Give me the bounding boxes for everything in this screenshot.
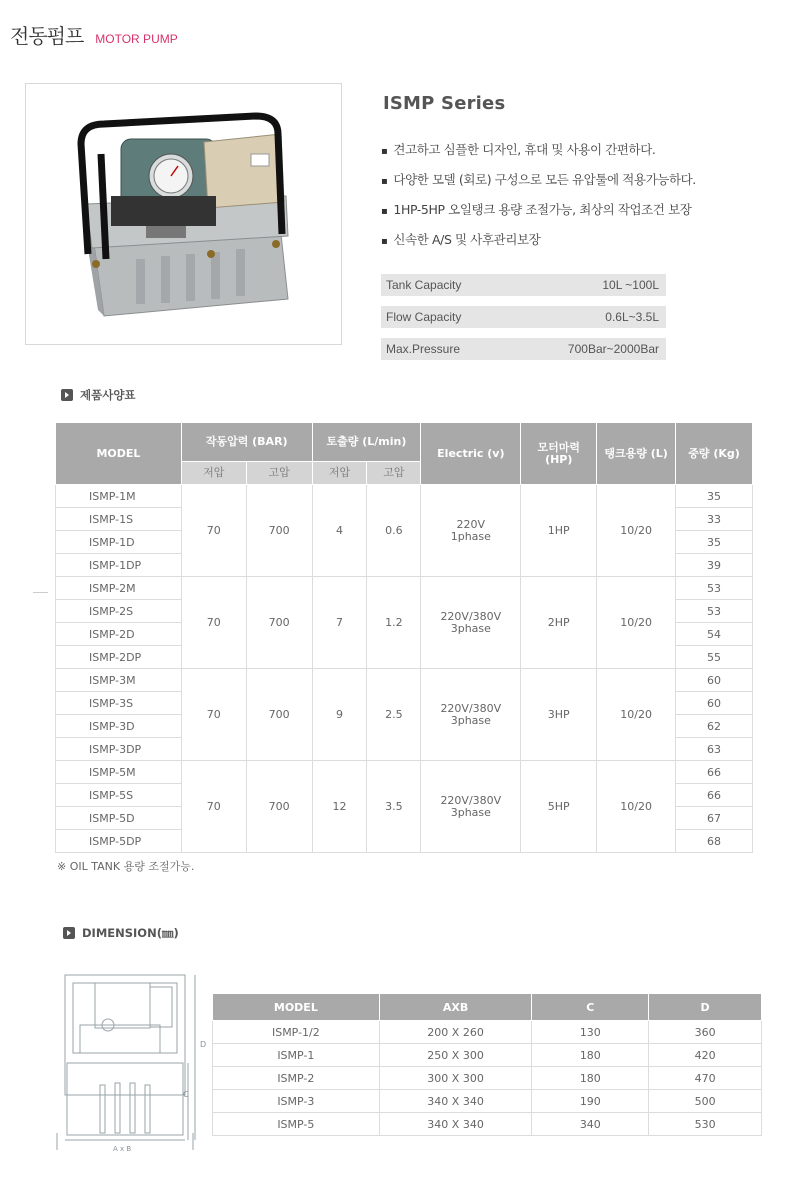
series-title: ISMP Series [383, 93, 506, 114]
header-tank: 탱크용량 (L) [597, 423, 676, 485]
feature-item: ▪ 신속한 A/S 및 사후관리보장 [381, 230, 696, 260]
feature-item: ▪ 1HP-5HP 오일탱크 용량 조절가능, 최상의 작업조건 보장 [381, 200, 696, 230]
table-row [56, 577, 753, 600]
table-row [213, 1113, 762, 1136]
dim-model-cell: ISMP-2 [213, 1067, 380, 1090]
tank-cell: 10/20 [597, 485, 676, 577]
header-weight: 중량 (Kg) [676, 423, 753, 485]
dimension-label-c: C [183, 1090, 189, 1099]
dim-model-cell: ISMP-1 [213, 1044, 380, 1067]
model-cell: ISMP-1D [56, 531, 182, 554]
dimension-drawing [55, 965, 210, 1157]
pressure-low-cell: 70 [181, 485, 246, 577]
dim-c-cell: 340 [532, 1113, 649, 1136]
spec-table [55, 422, 753, 853]
electric-cell [421, 761, 521, 853]
weight-cell: 60 [676, 669, 753, 692]
dim-header-c: C [532, 994, 649, 1021]
spec-label: Max.Pressure [386, 342, 461, 356]
flow-low-cell: 7 [312, 577, 367, 669]
product-photo [25, 83, 342, 345]
motor-hp-cell: 5HP [521, 761, 597, 853]
model-cell: ISMP-5M [56, 761, 182, 784]
electric-voltage: 220V/380V [440, 609, 502, 623]
dim-axb-cell: 250 X 300 [379, 1044, 532, 1067]
page-title-english: MOTOR PUMP [95, 32, 178, 46]
feature-list [381, 140, 696, 260]
arrow-right-icon [61, 389, 73, 401]
electric-voltage: 220V/380V [440, 793, 502, 807]
dim-d-cell: 360 [649, 1021, 762, 1044]
header-pressure: 작동압력 (BAR) [181, 423, 312, 462]
table-row [56, 761, 753, 784]
pressure-high-cell: 700 [246, 669, 312, 761]
spec-value: 700Bar~2000Bar [567, 342, 659, 356]
spec-tank-capacity [381, 274, 666, 296]
weight-cell: 53 [676, 600, 753, 623]
dim-axb-cell: 300 X 300 [379, 1067, 532, 1090]
table-row [213, 1021, 762, 1044]
flow-low-cell: 12 [312, 761, 367, 853]
model-cell: ISMP-2D [56, 623, 182, 646]
flow-low-cell: 4 [312, 485, 367, 577]
model-cell: ISMP-2S [56, 600, 182, 623]
flow-high-cell: 1.2 [367, 577, 421, 669]
model-cell: ISMP-5DP [56, 830, 182, 853]
table-row [213, 1067, 762, 1090]
weight-cell: 35 [676, 485, 753, 508]
electric-cell [421, 669, 521, 761]
arrow-right-icon [63, 927, 75, 939]
weight-cell: 63 [676, 738, 753, 761]
pressure-low-cell: 70 [181, 761, 246, 853]
dim-axb-cell: 340 X 340 [379, 1090, 532, 1113]
tank-cell: 10/20 [597, 761, 676, 853]
dimension-section-heading [63, 925, 179, 941]
table-row [213, 1044, 762, 1067]
header-motor: 모터마력 (HP) [521, 423, 597, 485]
pressure-high-cell: 700 [246, 485, 312, 577]
feature-item: ▪ 견고하고 심플한 디자인, 휴대 및 사용이 간편하다. [381, 140, 696, 170]
weight-cell: 66 [676, 761, 753, 784]
electric-phase: 1phase [450, 530, 491, 544]
dimension-section-title: DIMENSION(㎜) [82, 926, 179, 940]
dim-header-d: D [649, 994, 762, 1021]
weight-cell: 54 [676, 623, 753, 646]
dim-model-cell: ISMP-3 [213, 1090, 380, 1113]
weight-cell: 67 [676, 807, 753, 830]
pump-outline-diagram [55, 965, 210, 1157]
dimension-label-axb: A x B [113, 1145, 132, 1153]
dim-d-cell: 500 [649, 1090, 762, 1113]
page-title-korean: 전동펌프 [10, 24, 84, 48]
spec-max-pressure [381, 338, 666, 360]
spec-summary [381, 274, 666, 370]
weight-cell: 33 [676, 508, 753, 531]
motor-pump-image [26, 84, 342, 345]
dim-d-cell: 530 [649, 1113, 762, 1136]
model-cell: ISMP-3S [56, 692, 182, 715]
flow-low-cell: 9 [312, 669, 367, 761]
electric-voltage: 220V/380V [440, 701, 502, 715]
model-cell: ISMP-1M [56, 485, 182, 508]
pressure-high-cell: 700 [246, 577, 312, 669]
dim-model-cell: ISMP-5 [213, 1113, 380, 1136]
table-row [56, 669, 753, 692]
table-row [56, 485, 753, 508]
divider [33, 592, 48, 593]
spec-value: 10L ~100L [602, 278, 659, 292]
tank-cell: 10/20 [597, 669, 676, 761]
flow-high-cell: 2.5 [367, 669, 421, 761]
model-cell: ISMP-2DP [56, 646, 182, 669]
header-model: MODEL [56, 423, 182, 485]
spec-section-heading [61, 387, 136, 403]
header-pressure-high: 고압 [246, 462, 312, 485]
motor-hp-cell: 3HP [521, 669, 597, 761]
header-flow-high: 고압 [367, 462, 421, 485]
weight-cell: 53 [676, 577, 753, 600]
motor-hp-cell: 2HP [521, 577, 597, 669]
page-title [10, 20, 178, 49]
dim-c-cell: 130 [532, 1021, 649, 1044]
model-cell: ISMP-5D [56, 807, 182, 830]
dim-c-cell: 180 [532, 1067, 649, 1090]
header-flow: 토출량 (L/min) [312, 423, 421, 462]
pressure-low-cell: 70 [181, 577, 246, 669]
dim-model-cell: ISMP-1/2 [213, 1021, 380, 1044]
electric-phase: 3phase [450, 806, 491, 820]
spec-flow-capacity [381, 306, 666, 328]
weight-cell: 60 [676, 692, 753, 715]
model-cell: ISMP-1DP [56, 554, 182, 577]
weight-cell: 55 [676, 646, 753, 669]
model-cell: ISMP-3M [56, 669, 182, 692]
model-cell: ISMP-3D [56, 715, 182, 738]
electric-voltage: 220V [456, 517, 486, 531]
header-pressure-low: 저압 [181, 462, 246, 485]
weight-cell: 68 [676, 830, 753, 853]
spec-value: 0.6L~3.5L [605, 310, 659, 324]
electric-phase: 3phase [450, 622, 491, 636]
pressure-high-cell: 700 [246, 761, 312, 853]
dimension-label-d: D [200, 1040, 207, 1049]
header-flow-low: 저압 [312, 462, 367, 485]
table-row [213, 1090, 762, 1113]
electric-cell [421, 485, 521, 577]
dim-header-axb: AXB [379, 994, 532, 1021]
electric-cell [421, 577, 521, 669]
spec-label: Flow Capacity [386, 310, 462, 324]
dim-header-model: MODEL [213, 994, 380, 1021]
spec-label: Tank Capacity [386, 278, 462, 292]
weight-cell: 39 [676, 554, 753, 577]
electric-phase: 3phase [450, 714, 491, 728]
dim-d-cell: 470 [649, 1067, 762, 1090]
weight-cell: 66 [676, 784, 753, 807]
model-cell: ISMP-1S [56, 508, 182, 531]
dim-axb-cell: 200 X 260 [379, 1021, 532, 1044]
dim-d-cell: 420 [649, 1044, 762, 1067]
model-cell: ISMP-5S [56, 784, 182, 807]
dimension-table [212, 993, 762, 1136]
model-cell: ISMP-2M [56, 577, 182, 600]
oil-tank-note: ※ OIL TANK 용량 조절가능. [57, 860, 195, 873]
pressure-low-cell: 70 [181, 669, 246, 761]
dim-axb-cell: 340 X 340 [379, 1113, 532, 1136]
feature-item: ▪ 다양한 모델 (회로) 구성으로 모든 유압툴에 적용가능하다. [381, 170, 696, 200]
flow-high-cell: 3.5 [367, 761, 421, 853]
spec-section-title: 제품사양표 [80, 388, 136, 402]
dim-c-cell: 190 [532, 1090, 649, 1113]
weight-cell: 35 [676, 531, 753, 554]
motor-hp-cell: 1HP [521, 485, 597, 577]
model-cell: ISMP-3DP [56, 738, 182, 761]
tank-cell: 10/20 [597, 577, 676, 669]
weight-cell: 62 [676, 715, 753, 738]
flow-high-cell: 0.6 [367, 485, 421, 577]
header-electric: Electric (v) [421, 423, 521, 485]
dim-c-cell: 180 [532, 1044, 649, 1067]
